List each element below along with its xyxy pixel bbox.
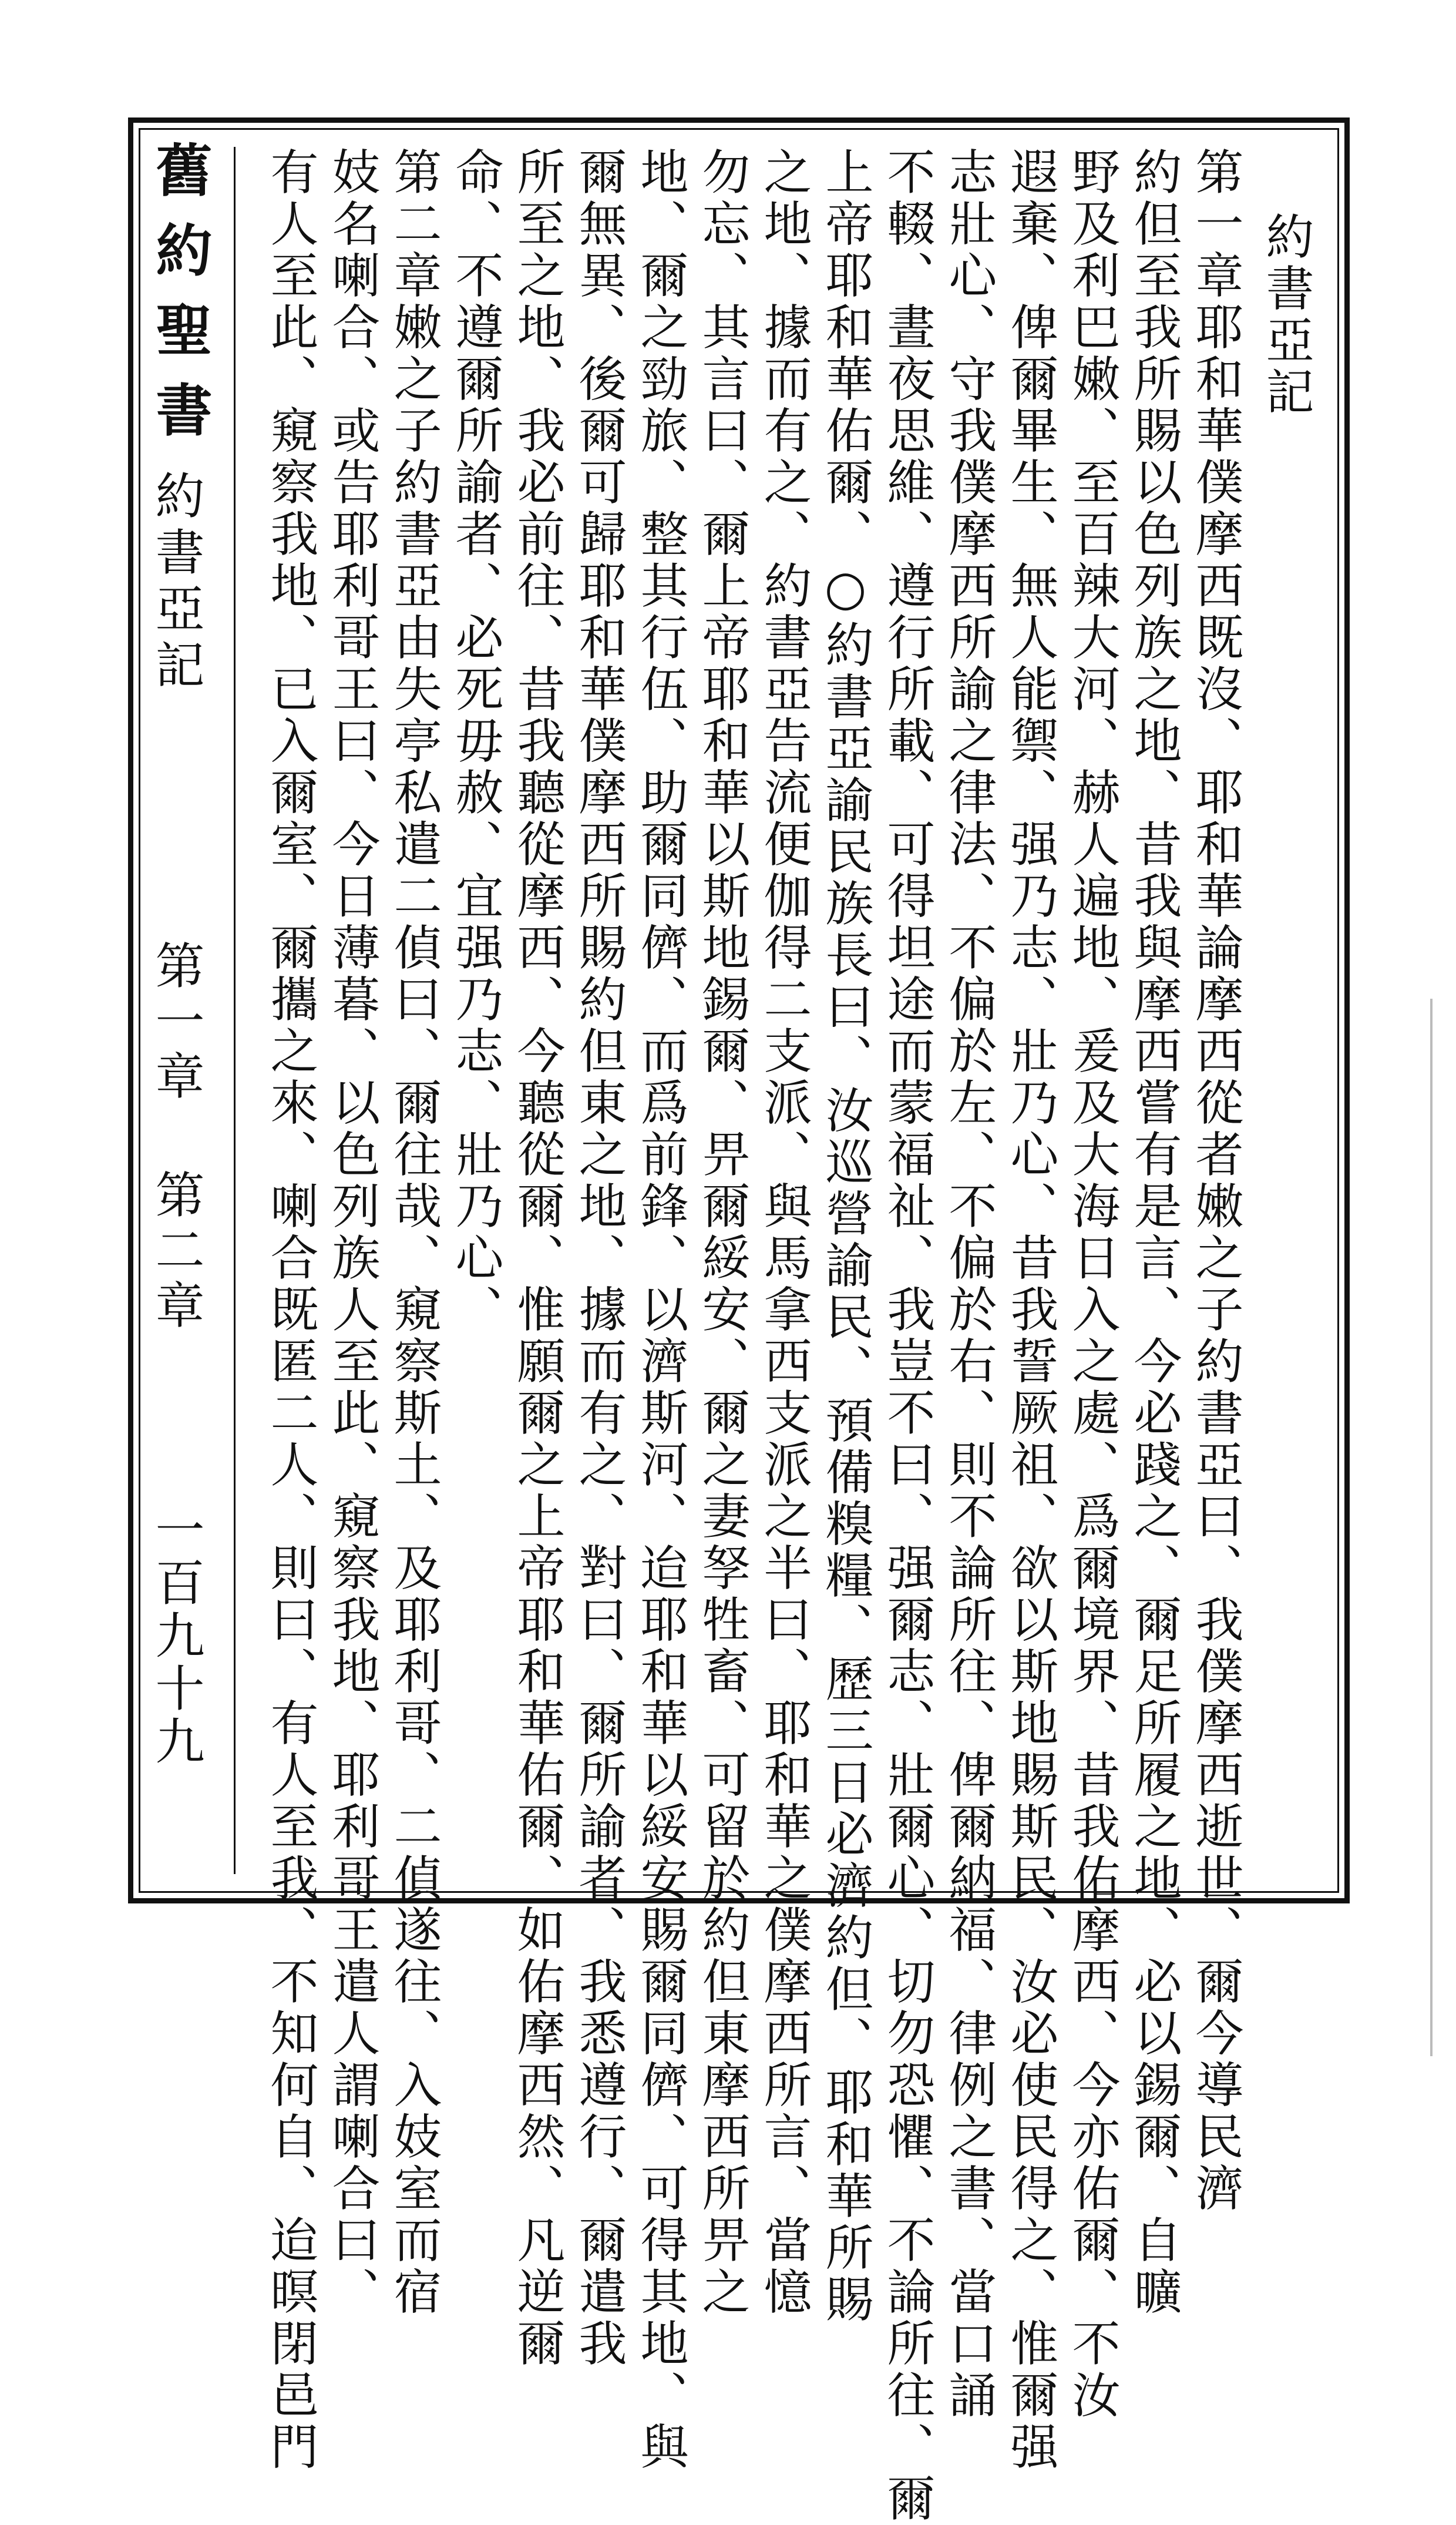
text-column-14: 第二章嫩之子約書亞由失亭私遣二偵曰、爾往哉、窺察斯土、及耶利哥、二偵遂往、入妓室而宿 <box>386 147 442 2318</box>
text-column-15: 妓名喇合、或告耶利哥王曰、今日薄暮、以色列族人至此、窺察我地、耶利哥王遣人謂喇合曰、 <box>324 147 380 2318</box>
text-column-1: 第一章耶和華僕摩西既沒、耶和華論摩西從者嫩之子約書亞曰、我僕摩西逝世、爾今導民濟 <box>1188 147 1243 2215</box>
text-column-4: 遐棄、俾爾畢生、無人能禦、强乃志、壯乃心、昔我誓厥祖、欲以斯地賜斯民、汝必使民得之、惟爾强 <box>1003 147 1058 2473</box>
margin-divider <box>234 147 236 1874</box>
running-header-book-name: 約書亞記 <box>147 470 205 696</box>
page-number: 一百九十九 <box>147 1504 205 1768</box>
text-column-13: 命、不遵爾所諭者、必死毋赦、宜强乃志、壯乃心、 <box>448 147 503 1336</box>
text-column-3: 野及利巴嫩、至百辣大河、赫人遍地、爰及大海日入之處、爲爾境界、昔我佑摩西、今亦佑爾、不汝 <box>1064 147 1120 2422</box>
text-column-11: 爾無異、後爾可歸耶和華僕摩西所賜約但東之地、據而有之、對曰、爾所諭者、我悉遵行、爾遣我 <box>571 147 627 2370</box>
text-column-16: 有人至此、窺察我地、已入爾室、爾攜之來、喇合既匿二人、則曰、有人至我、不知何自、迨暝閉邑門 <box>263 147 318 2473</box>
running-header-chapters: 第一章 第二章 <box>147 940 205 1335</box>
text-column-5: 志壯心、守我僕摩西所諭之律法、不偏於左、不偏於右、則不論所往、俾爾納福、律例之書、當口誦 <box>941 147 997 2422</box>
scan-edge-mark <box>1430 999 1433 2056</box>
text-column-2: 約但至我所賜以色列族之地、昔我與摩西嘗有是言、今必踐之、爾足所履之地、必以錫爾、自曠 <box>1126 147 1182 2318</box>
text-column-10: 地、爾之勁旅、整其行伍、助爾同儕、而爲前鋒、以濟斯河、迨耶和華以綏安賜爾同儕、可得其地、與 <box>633 147 688 2473</box>
section-title: 約書亞記 <box>1258 211 1314 418</box>
text-column-9: 勿忘、其言曰、爾上帝耶和華以斯地錫爾、畀爾綏安、爾之妻孥牲畜、可留於約但東摩西所畀之 <box>694 147 750 2318</box>
text-column-8: 之地、據而有之、約書亞告流便伽得二支派、與馬拿西支派之半曰、耶和華之僕摩西所言、當憶 <box>756 147 812 2318</box>
text-column-7: 上帝耶和華佑爾、○約書亞諭民族長曰、汝巡營諭民、預備糗糧、歷三日必濟約但、耶和華所賜 <box>818 147 873 2326</box>
text-column-6: 不輟、晝夜思維、遵行所載、可得坦途而蒙福祉、我豈不曰、强爾志、壯爾心、切勿恐懼、不論所往、爾 <box>879 147 935 2525</box>
running-header-book-title: 舊約聖書 <box>147 141 213 461</box>
text-column-12: 所至之地、我必前往、昔我聽從摩西、今聽從爾、惟願爾之上帝耶和華佑爾、如佑摩西然、凡逆爾 <box>509 147 565 2370</box>
